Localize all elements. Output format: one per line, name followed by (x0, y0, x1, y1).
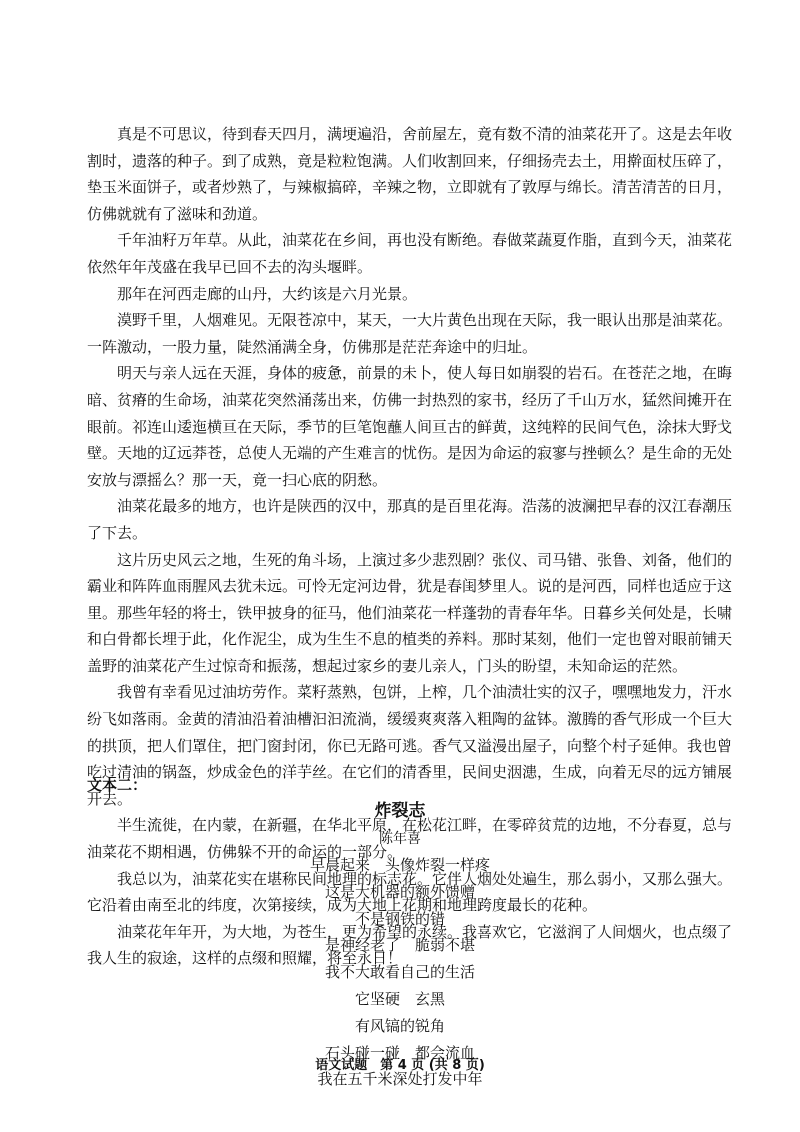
paragraph: 明天与亲人远在天涯，身体的疲惫，前景的未卜，使人每日如崩裂的岩石。在苍茫之地，在晦暗、贫瘠的生命场，油菜花突然涌荡出来，仿佛一封热烈的家书，经历了千山万水，猛然间摊开在眼前。祁连山逶迤横亘在天际，季节的巨笔饱蘸人间亘古的鲜黄，这纯粹的民间气色，涂抹大野戈壁。天地的辽远莽苍，总使人无端的产生难言的忧伤。是因为命运的寂寥与挫顿么？是生命的无处安放与漂摇么？那一天，竟一扫心底的阴愁。 (87, 364, 733, 489)
paragraph: 那年在河西走廊的山丹，大约该是六月光景。 (117, 284, 418, 303)
paragraph: 我曾有幸看见过油坊劳作。菜籽蒸熟，包饼，上榨，几个油渍壮实的汉子，嘿嘿地发力，汗水纷飞如落雨。金黄的清油沿着油槽汩汩流淌，缓缓爽爽落入粗陶的盆钵。激腾的香气形成一个巨大的拱顶，把人们罩住，把门窗封闭，你已无路可逃。香气又溢漫出屋子，向整个村子延伸。我也曾吃过清油的锅盔，炒成金色的洋芋丝。在它们的清香里，民间史洇漶，生成，向着无尽的远方铺展开去。 (87, 683, 733, 808)
paragraph: 半生流徙，在内蒙，在新疆，在华北平原，在松花江畔，在零碎贫荒的边地，不分春夏，总与油菜花不期相遇，仿佛躲不开的命运的一部分。 (87, 816, 733, 862)
poem-line: 这是大机器的额外馈赠 (324, 882, 475, 901)
poem (160, 796, 640, 1093)
paragraph: 真是不可思议，待到春天四月，满埂遍沿，舍前屋左，竟有数不清的油菜花开了。这是去年收割时，遗落的种子。到了成熟，竟是粒粒饱满。人们收割回来，仔细扬壳去土，用擀面杖压碎了，垫玉米面饼子，或者炒熟了，与辣椒搞碎，辛辣之物，立即就有了敦厚与绵长。清苦清苦的日月，仿佛就就有了滋味和劲道。 (87, 125, 733, 223)
paragraph: 我总以为，油菜花实在堪称民间地理的标志花。它伴人烟处处遍生，那么弱小，又那么强大。它沿着由南至北的纬度，次第接续，成为大地上花期和地理跨度最长的花种。 (87, 869, 733, 915)
poem-line: 它坚硬 玄黑 (354, 989, 445, 1008)
section-label-text-two: 文本二： (87, 776, 148, 794)
paragraph: 漠野千里，人烟难见。无限苍凉中，某天，一大片黄色出现在天际，我一眼认出那是油菜花。一阵激动，一股力量，陡然涌满全身，仿佛那是茫茫奔途中的归址。 (87, 311, 733, 356)
poem-line: 有风镐的锐角 (354, 1016, 445, 1035)
paragraph: 油菜花最多的地方，也许是陕西的汉中，那真的是百里花海。浩荡的波澜把早春的汉江春潮压了下去。 (87, 497, 733, 542)
poem-line: 是神经老了 脆弱不堪 (324, 936, 475, 955)
poem-line: 石头碰一碰 都会流血 (324, 1043, 475, 1062)
poem-line: 不是钢铁的错 (354, 909, 445, 928)
paragraph: 千年油籽万年草。从此，油菜花在乡间，再也没有断绝。春做菜蔬夏作脂，直到今天，油菜花依然年年茂盛在我早已回不去的沟头堰畔。 (87, 231, 733, 276)
poem-author: 陈年喜 (379, 831, 421, 847)
paragraph: 油菜花年年开，为大地，为苍生，更为希望的永续。我喜欢它，它滋润了人间烟火，也点缀了我人生的寂途，这样的点缀和照耀，将至永日！ (87, 922, 733, 968)
poem-title: 炸裂志 (374, 801, 426, 821)
page-footer: 语文试题 第 4 页 (共 8 页) (315, 1058, 485, 1073)
poem-line: 我在五千米深处打发中年 (317, 1070, 483, 1089)
poem-line: 早晨起来 头像炸裂一样疼 (309, 856, 490, 874)
poem-line: 我不大敢看自己的生活 (324, 963, 475, 982)
paragraph: 这片历史风云之地，生死的角斗场，上演过多少悲烈剧？张仪、司马错、张鲁、刘备，他们的霸业和阵阵血雨腥风去犹未远。可怜无定河边骨，犹是春闺梦里人。说的是河西，同样也适应于这里。那些年轻的将士，铁甲披身的征马，他们油菜花一样蓬勃的青春年华。日暮乡关何处是，长啸和白骨都长埋于此，化作泥尘，成为生生不息的植类的养料。那时某刻，他们一定也曾对眼前铺天盖野的油菜花产生过惊奇和振荡，想起过家乡的妻儿亲人，门头的盼望，未知命运的茫然。 (87, 550, 733, 675)
